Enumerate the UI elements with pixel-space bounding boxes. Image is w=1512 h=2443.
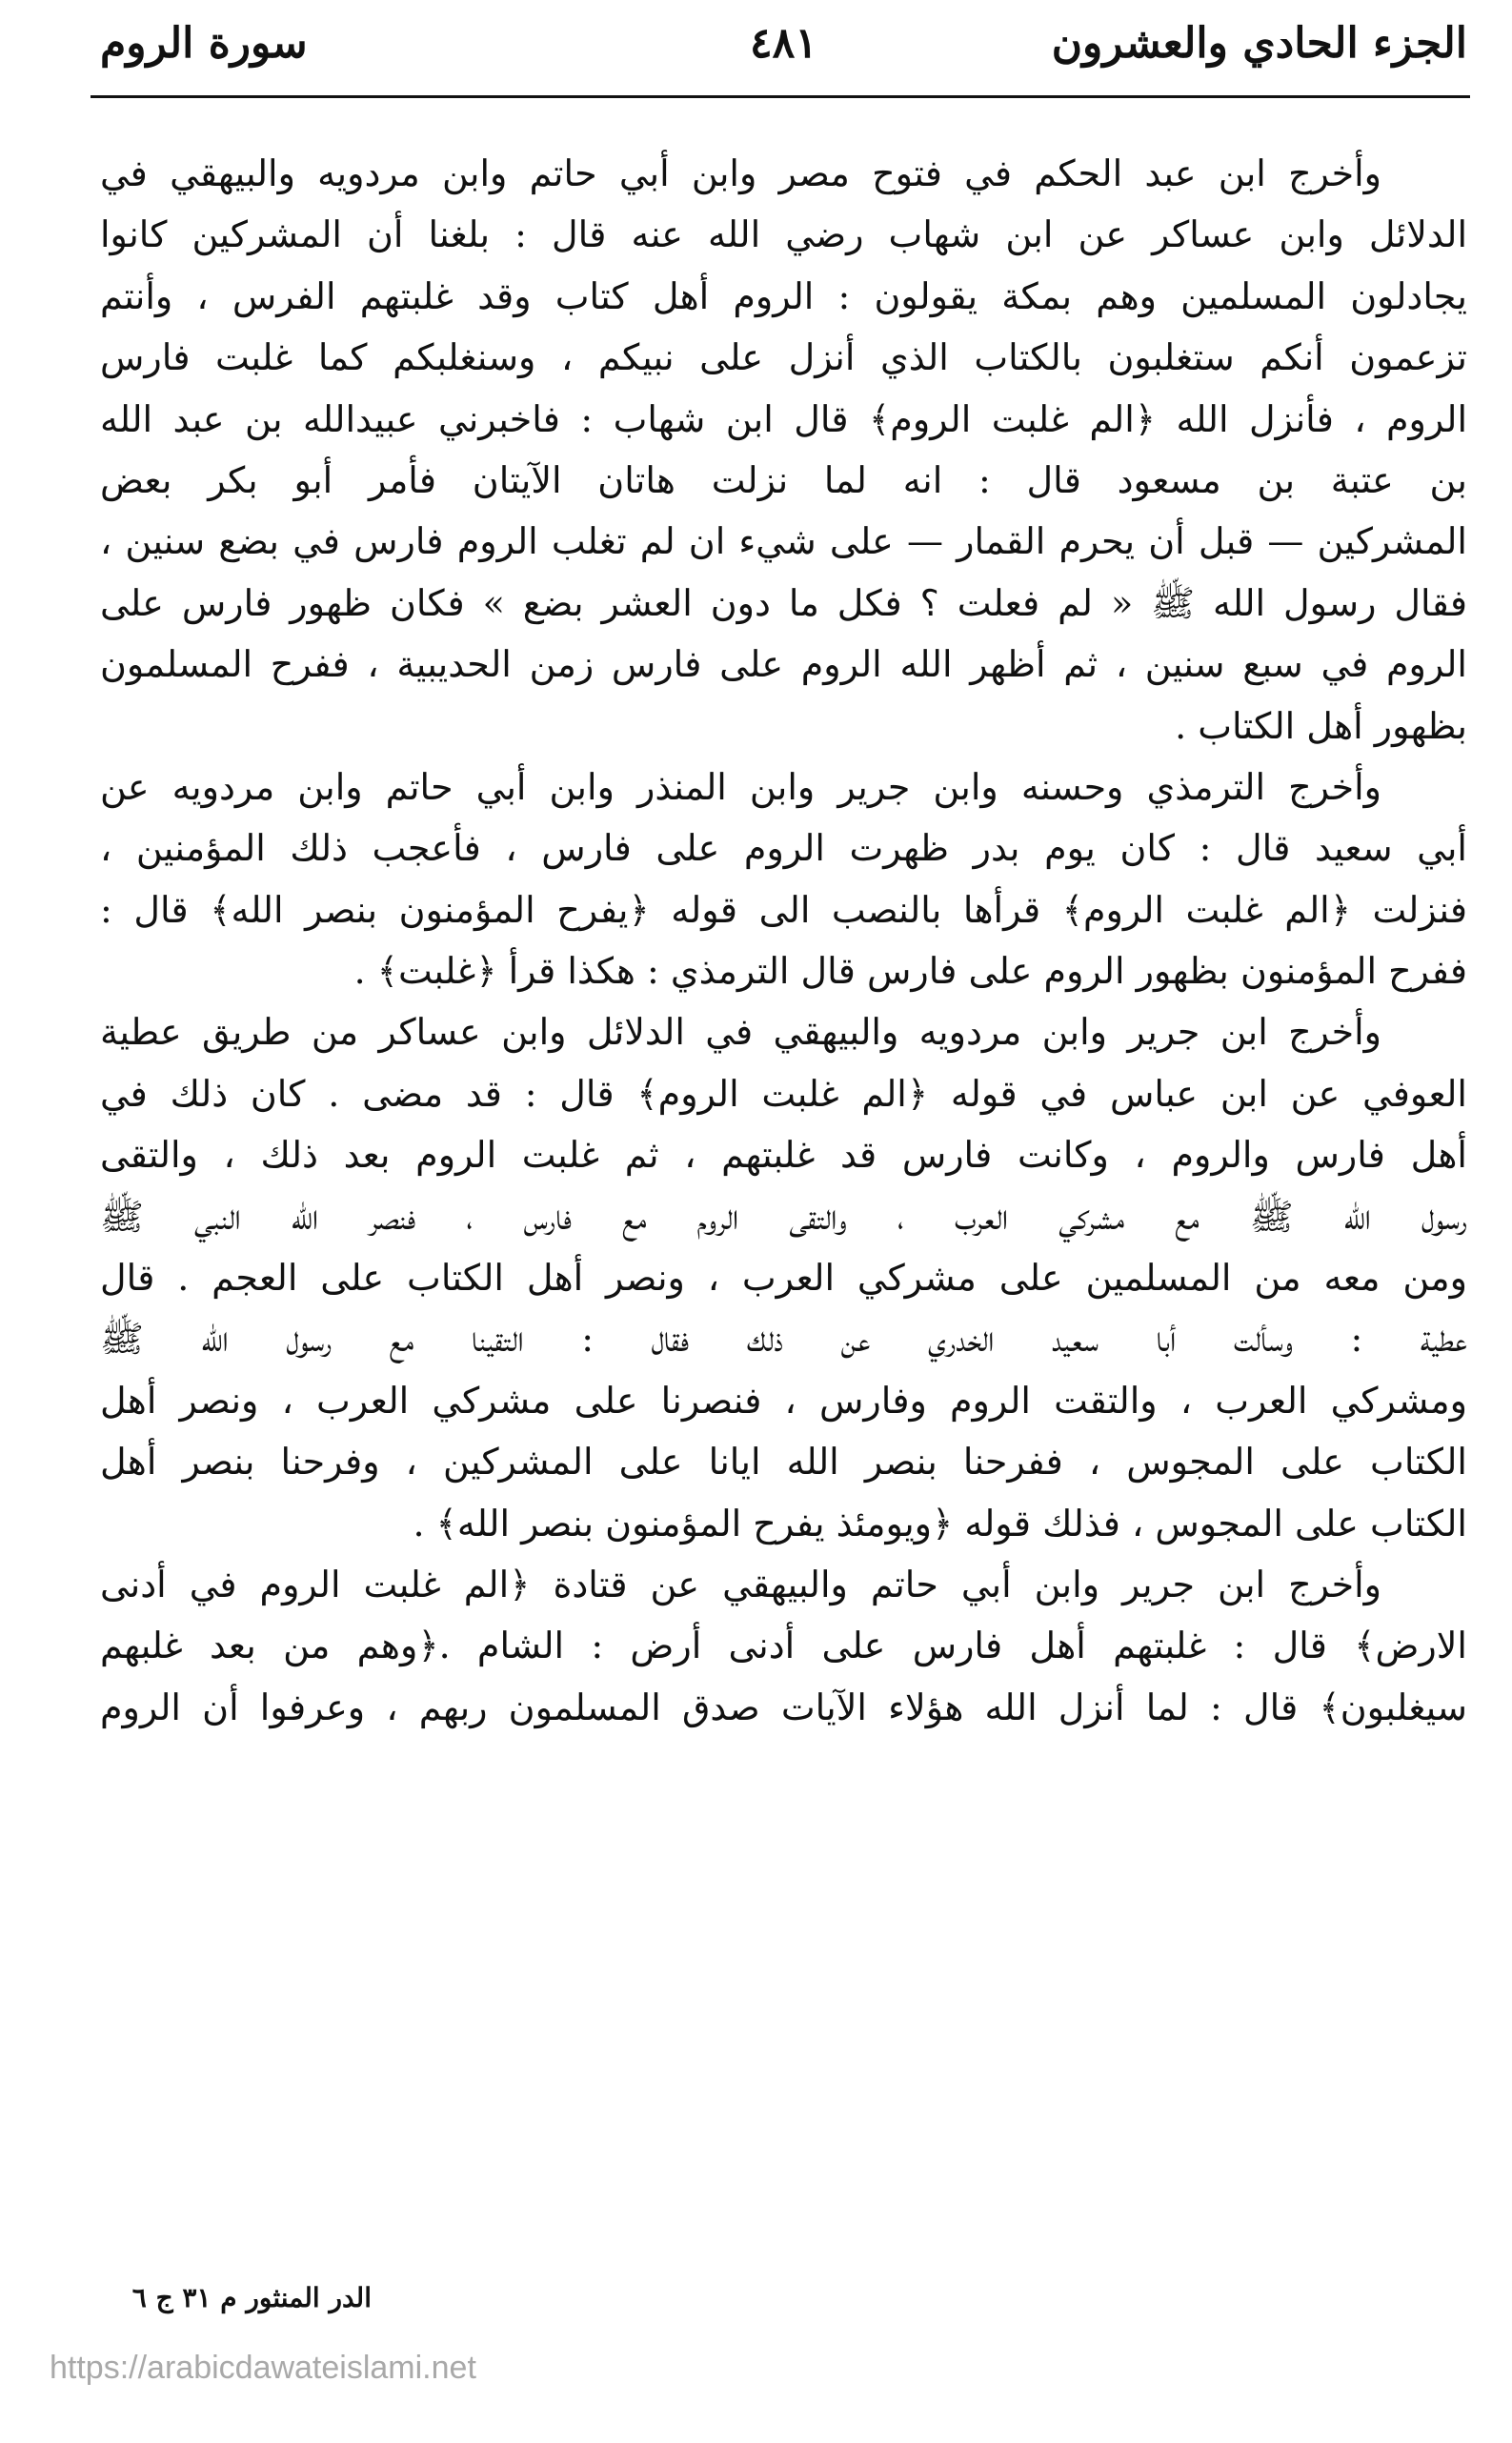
page-body (100, 143, 1467, 1738)
header-part-title: الجزء الحادي والعشرون (1051, 19, 1467, 68)
text-line: تزعمون أنكم ستغلبون بالكتاب الذي أنزل على نبيكم ، وسنغلبكم كما غلبت فارس (100, 336, 1467, 379)
text-line: العوفي عن ابن عباس في قوله ﴿الم غلبت الروم﴾ قال : قد مضى . كان ذلك في (100, 1072, 1467, 1115)
header-divider (91, 95, 1470, 98)
text-line: بن عتبة بن مسعود قال : انه لما نزلت هاتان الآيتان فأمر أبو بكر بعض (100, 458, 1467, 501)
text-line: وأخرج الترمذي وحسنه وابن جرير وابن المنذر وابن أبي حاتم وابن مردويه عن (100, 765, 1381, 808)
text-line: الارض﴾ قال : غلبتهم أهل فارس على أدنى أرض : الشام .﴿وهم من بعد غلبهم (100, 1625, 1467, 1667)
text-line: رسول الله ﷺ مع مشركي العرب ، والتقى الروم مع فارس ، فنصر الله النبي ﷺ (100, 1195, 1467, 1238)
text-line: أبي سعيد قال : كان يوم بدر ظهرت الروم على فارس ، فأعجب ذلك المؤمنين ، (100, 827, 1467, 870)
text-line: ففرح المؤمنون بظهور الروم على فارس قال الترمذي : هكذا قرأ ﴿غلبت﴾ . (353, 950, 1467, 993)
text-line: سيغلبون﴾ قال : لما أنزل الله هؤلاء الآيات صدق المسلمون ربهم ، وعرفوا أن الروم (100, 1686, 1467, 1728)
text-line: ومن معه من المسلمين على مشركي العرب ، ونصر أهل الكتاب على العجم . قال (100, 1257, 1467, 1300)
text-line: وأخرج ابن جرير وابن مردويه والبيهقي في الدلائل وابن عساكر من طريق عطية (100, 1011, 1381, 1054)
text-line: وأخرج ابن جرير وابن أبي حاتم والبيهقي عن قتادة ﴿الم غلبت الروم في أدنى (100, 1563, 1381, 1605)
text-line: ومشركي العرب ، والتقت الروم وفارس ، فنصرنا على مشركي العرب ، ونصر أهل (100, 1379, 1467, 1422)
header-surah-title: سورة الروم (100, 19, 308, 68)
text-line: فقال رسول الله ﷺ « لم فعلت ؟ فكل ما دون العشر بضع » فكان ظهور فارس على (100, 581, 1467, 624)
text-line: الكتاب على المجوس ، ففرحنا بنصر الله ايانا على المشركين ، وفرحنا بنصر أهل (100, 1441, 1467, 1484)
text-line: الروم ، فأنزل الله ﴿الم غلبت الروم﴾ قال ابن شهاب : فاخبرني عبيدالله بن عبد الله (100, 397, 1467, 440)
text-line: المشركين — قبل أن يحرم القمار — على شيء ان لم تغلب الروم فارس في بضع سنين ، (100, 520, 1467, 563)
text-line: الكتاب على المجوس ، فذلك قوله ﴿ويومئذ يفرح المؤمنون بنصر الله﴾ . (413, 1502, 1467, 1545)
text-line: عطية : وسألت أبا سعيد الخدري عن ذلك فقال : التقينا مع رسول الله ﷺ (100, 1318, 1467, 1361)
text-line: الدلائل وابن عساكر عن ابن شهاب رضي الله عنه قال : بلغنا أن المشركين كانوا (100, 213, 1467, 256)
text-line: أهل فارس والروم ، وكانت فارس قد غلبتهم ، ثم غلبت الروم بعد ذلك ، والتقى (100, 1134, 1467, 1177)
header-page-number: ٤٨١ (750, 19, 817, 68)
text-line: فنزلت ﴿الم غلبت الروم﴾ قرأها بالنصب الى قوله ﴿يفرح المؤمنون بنصر الله﴾ قال : (100, 888, 1467, 931)
text-line: الروم في سبع سنين ، ثم أظهر الله الروم على فارس زمن الحديبية ، ففرح المسلمون (100, 643, 1467, 686)
text-line: يجادلون المسلمين وهم بمكة يقولون : الروم أهل كتاب وقد غلبتهم الفرس ، وأنتم (100, 274, 1467, 317)
footer-source-note: الدر المنثور م ٣١ ج ٦ (131, 2282, 372, 2313)
text-line: بظهور أهل الكتاب . (1175, 704, 1467, 747)
text-line: وأخرج ابن عبد الحكم في فتوح مصر وابن أبي حاتم وابن مردويه والبيهقي في (100, 152, 1381, 194)
website-watermark: https://arabicdawateislami.net (50, 2350, 476, 2386)
page-header (100, 13, 1467, 80)
